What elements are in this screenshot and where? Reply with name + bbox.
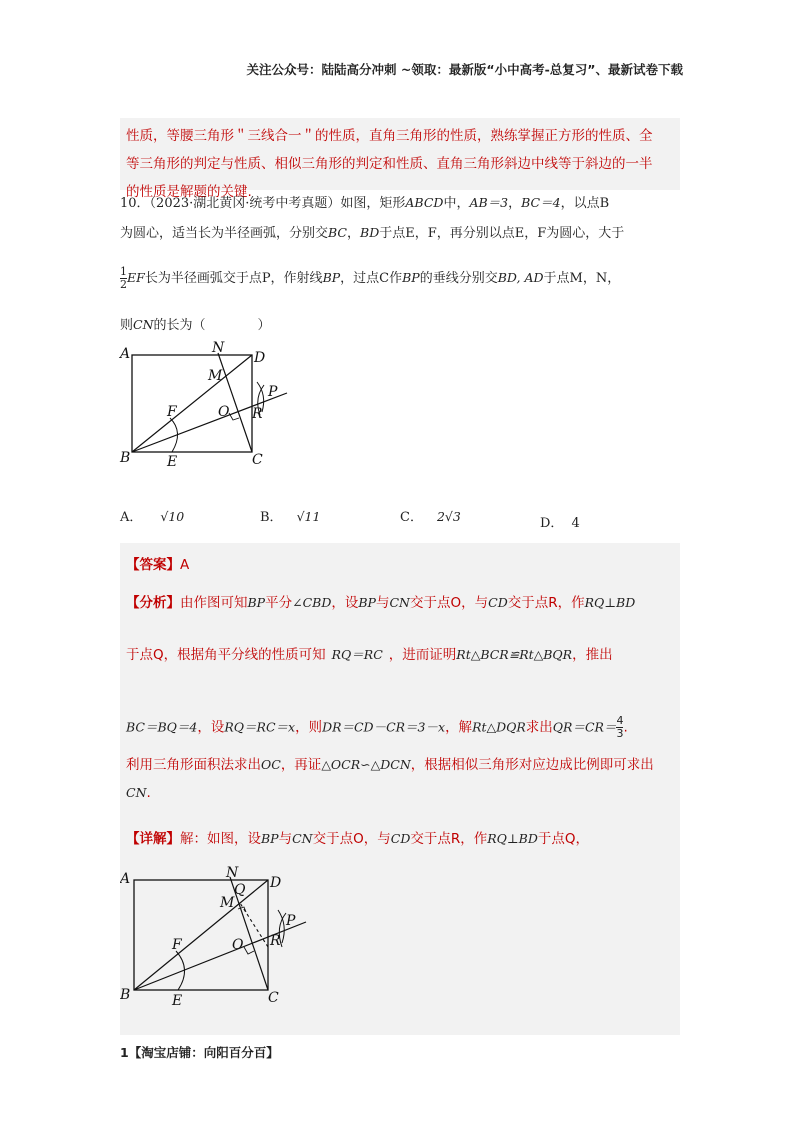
text: ，设 xyxy=(331,595,359,611)
analysis-line-5 xyxy=(126,785,151,801)
previous-solution-box xyxy=(120,118,680,200)
option-value: 2√3 xyxy=(436,509,461,524)
answer-tag: 【答案】 xyxy=(126,557,180,573)
label-o: O xyxy=(218,404,230,420)
frac-num: 4 xyxy=(616,714,624,727)
text: 交于点O，与 xyxy=(312,831,391,847)
text: ，设 xyxy=(197,719,225,736)
math-similar: △OCR∽△DCN xyxy=(321,757,411,772)
text: 解：如图，设 xyxy=(180,831,261,847)
math-rq-perp-bd: RQ⊥BD xyxy=(487,831,538,846)
detail-tag: 【详解】 xyxy=(126,831,180,847)
question-line-3 xyxy=(120,266,686,291)
text: ， xyxy=(508,196,522,211)
label-a: A xyxy=(120,346,131,362)
text: ，根据相似三角形对应边成比例即可求出 xyxy=(410,757,654,773)
math-rq-x: RQ＝RC＝x xyxy=(224,719,296,735)
text: 由作图可知 xyxy=(180,595,248,611)
math-bp: BP xyxy=(322,270,341,285)
text: ，以点B xyxy=(560,196,610,211)
math-cn: CN xyxy=(389,595,410,610)
math-cd: CD xyxy=(390,831,411,846)
analysis-tag: 【分析】 xyxy=(126,595,180,611)
text: . xyxy=(146,785,151,801)
solution-box xyxy=(120,543,680,1035)
analysis-line-1 xyxy=(126,591,635,611)
math-oc: OC xyxy=(261,757,281,772)
text: 交于点R，作 xyxy=(507,595,585,611)
diagonal-bd xyxy=(132,355,252,452)
math-cn: CN xyxy=(133,317,154,332)
option-c[interactable] xyxy=(400,506,461,525)
analysis-line-4 xyxy=(126,753,654,773)
label-e: E xyxy=(167,454,178,470)
math-dr: DR＝CD－CR＝3－x xyxy=(322,719,446,735)
label-b: B xyxy=(120,450,131,466)
label-a: A xyxy=(120,871,131,887)
option-value: 4 xyxy=(571,516,580,531)
text: 与 xyxy=(278,831,293,847)
label-p: P xyxy=(286,913,296,929)
text: 则 xyxy=(120,318,134,333)
answer-value: A xyxy=(180,557,190,573)
option-letter: C． xyxy=(400,510,423,525)
text: 于点M，N， xyxy=(543,271,621,286)
option-value: √10 xyxy=(160,509,185,524)
math-bp: BP xyxy=(247,595,266,610)
math-bp: BP xyxy=(358,595,376,610)
label-f: F xyxy=(172,937,182,953)
question-line-4 xyxy=(120,314,686,333)
text: 为圆心，适当长为半径画弧，分别交 xyxy=(120,226,329,241)
prev-line-2: 等三角形的判定与性质、相似三角形的判定和性质、直角三角形斜边中线等于斜边的一半 xyxy=(126,156,653,172)
prev-line-1: 性质，等腰三角形＂三线合一＂的性质，直角三角形的性质，熟练掌握正方形的性质、全 xyxy=(126,128,653,144)
option-value: √11 xyxy=(296,509,321,524)
text: ，过点C作 xyxy=(340,271,403,286)
text: 中， xyxy=(443,196,470,211)
diagonal-bd xyxy=(134,880,268,990)
fraction-half xyxy=(120,266,127,291)
text: ，则 xyxy=(295,719,323,736)
math-bc: BC xyxy=(328,225,347,240)
option-b[interactable] xyxy=(260,506,320,525)
label-e: E xyxy=(172,993,183,1009)
label-r: R xyxy=(252,406,263,422)
label-m: M xyxy=(220,895,235,911)
math-bp: BP xyxy=(402,270,420,285)
math-bd: BD xyxy=(360,225,380,240)
label-n: N xyxy=(226,865,239,881)
math-ab: AB＝3 xyxy=(469,195,509,210)
text: ，再证 xyxy=(280,757,322,773)
math-ef: EF xyxy=(127,270,145,285)
page-header: 关注公众号：陆陆高分冲刺 ~领取：最新版“小中高考-总复习”、最新试卷下载 xyxy=(246,62,683,77)
math-bc-bq: BC＝BQ＝4 xyxy=(126,719,198,735)
text: 利用三角形面积法求出 xyxy=(126,757,261,773)
label-f: F xyxy=(167,404,177,420)
analysis-line-3 xyxy=(126,715,628,740)
page-footer: 1【淘宝店铺：向阳百分百】 xyxy=(120,1045,279,1060)
right-angle-mark-o xyxy=(244,947,254,954)
math-congruent: Rt△BCR≌Rt△BQR xyxy=(456,647,573,662)
text: 的垂线分别交 xyxy=(419,271,498,286)
text: ， xyxy=(347,226,361,241)
figure-1 xyxy=(112,340,302,475)
text: 求出 xyxy=(525,719,553,736)
label-c: C xyxy=(252,452,263,468)
label-q: Q xyxy=(234,882,246,898)
text: 的长为（ ） xyxy=(153,318,271,333)
math-rt-dqr: Rt△DQR xyxy=(472,719,526,735)
math-bd-ad: BD, AD xyxy=(497,270,544,285)
option-letter: B． xyxy=(260,510,283,525)
math-cd: CD xyxy=(488,595,508,610)
text: 与 xyxy=(375,595,390,611)
math-cn: CN xyxy=(292,831,313,846)
option-a[interactable] xyxy=(120,506,184,525)
analysis-line-2 xyxy=(126,643,613,663)
text: 长为半径画弧交于点P，作射线 xyxy=(144,271,323,286)
detail-line-1 xyxy=(126,827,589,847)
math-rq-perp-bd: RQ⊥BD xyxy=(584,595,636,610)
option-letter: D． xyxy=(540,516,564,531)
label-c: C xyxy=(268,990,279,1006)
option-d[interactable] xyxy=(540,512,580,531)
label-o: O xyxy=(232,937,244,953)
math-bc: BC＝4 xyxy=(521,195,561,210)
label-b: B xyxy=(120,987,131,1003)
text: ，进而证明 xyxy=(388,647,457,663)
label-d: D xyxy=(270,875,282,891)
dashed-rq xyxy=(240,903,268,947)
math-rq-rc: RQ＝RC xyxy=(331,647,383,662)
answer-line xyxy=(126,553,189,573)
question-line-2 xyxy=(120,222,686,241)
math-rect: ABCD xyxy=(405,195,444,210)
math-angle: ∠CBD xyxy=(292,595,332,610)
text: . xyxy=(623,719,628,736)
text: ，解 xyxy=(445,719,473,736)
text: 于点E，F，再分别以点E，F为圆心，大于 xyxy=(379,226,625,241)
text: 平分 xyxy=(265,595,293,611)
frac-den: 2 xyxy=(120,278,127,291)
label-n: N xyxy=(212,340,225,356)
line-cn xyxy=(218,353,252,452)
label-r: R xyxy=(270,933,281,949)
question-source: （2023·湖北黄冈·统考中考真题）如图，矩形 xyxy=(149,196,406,211)
label-m: M xyxy=(208,368,223,384)
frac-num: 1 xyxy=(120,265,127,278)
math-bp: BP xyxy=(261,831,279,846)
prev-line-3: 的性质是解题的关键. xyxy=(126,184,252,200)
figure-2 xyxy=(120,865,320,1015)
text: 于点Q， xyxy=(537,831,590,847)
text: ，推出 xyxy=(572,647,613,663)
option-letter: A． xyxy=(120,510,143,525)
label-d: D xyxy=(254,350,266,366)
frac-den: 3 xyxy=(616,727,624,740)
question-line-1 xyxy=(120,192,686,211)
math-qr-cr: QR＝CR＝ xyxy=(552,719,617,735)
label-p: P xyxy=(268,384,278,400)
text: 交于点O，与 xyxy=(409,595,489,611)
question-number: 10． xyxy=(120,196,150,211)
math-cn: CN xyxy=(126,785,147,800)
text: 于点Q，根据角平分线的性质可知 xyxy=(126,647,326,663)
text: 交于点R，作 xyxy=(410,831,488,847)
